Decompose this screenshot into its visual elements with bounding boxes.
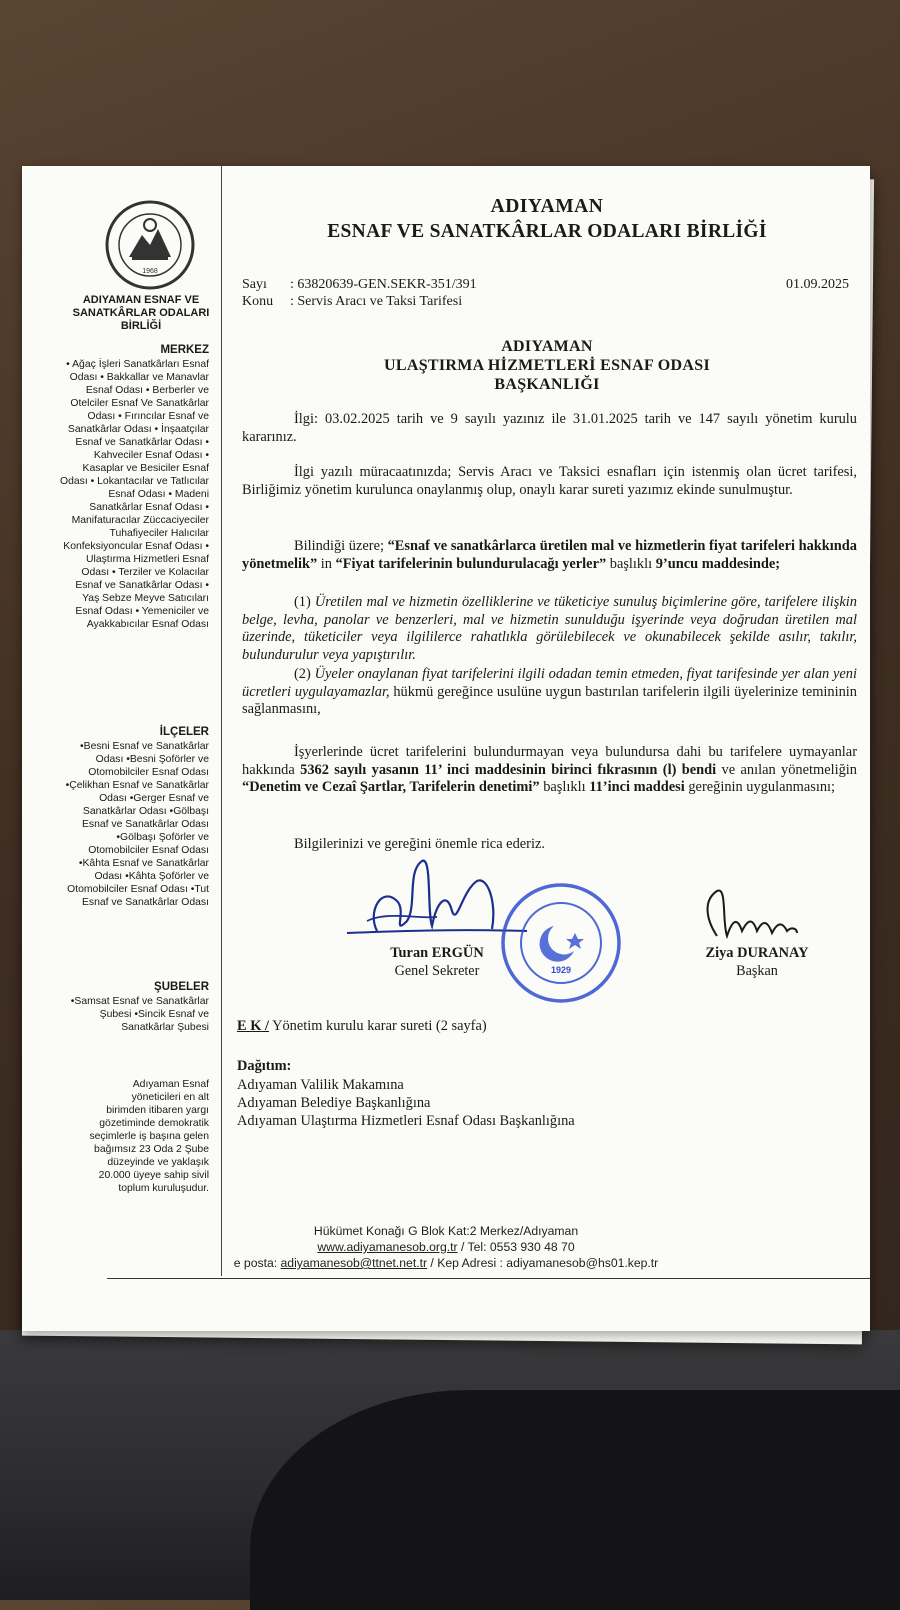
p5-a: İşyerlerinde ücret tarifelerini bulundurmayan veya bulundursa dahi bu tarifelere uymayanlar hakkında xyxy=(242,744,857,778)
p4-a: (2) xyxy=(294,666,315,682)
paragraph-3 xyxy=(242,594,857,664)
p4-c: hükmü gereğince usulüne uygun bastırılan tarifelerin ilgili üyelerinize temininin sağlanmasını, xyxy=(242,683,857,718)
about-text: Adıyaman Esnaf yöneticileri en alt birimden itibaren yargı gözetiminde demokratik seçimlerle iş başına gelen bağımsız 23 Oda 2 Şube düzeyinde ve yaklaşık 20.000 üyeye sahip sivil toplum kuruluşudur. xyxy=(89,1079,209,1194)
footer-web-link[interactable]: www.adiyamanesob.org.tr xyxy=(317,1240,458,1254)
p3-a: (1) xyxy=(294,594,315,610)
paragraph-2 xyxy=(242,538,857,573)
footer-tel: / Tel: 0553 930 48 70 xyxy=(457,1240,575,1254)
sayi-value: : 63820639-GEN.SEKR-351/391 xyxy=(290,277,477,292)
official-stamp-icon xyxy=(499,881,623,1005)
distribution-item: Adıyaman Valilik Makamına xyxy=(237,1077,404,1093)
paragraph-5 xyxy=(242,744,857,797)
p2-b: “Esnaf ve sanatkârlarca üretilen mal ve hizmetlerin fiyat tarifeleri hakkında yönetmelik” xyxy=(242,538,857,572)
header-city: ADIYAMAN xyxy=(490,196,604,217)
attachment-line xyxy=(237,1018,852,1036)
ilceler-title: İLÇELER xyxy=(159,726,209,738)
addressee-line-3: BAŞKANLIĞI xyxy=(494,376,600,393)
merkez-list: • Ağaç İşleri Sanatkârları Esnaf Odası • Bakkallar ve Manavlar Esnaf Odası • Berberler ve Otelciler Esnaf Ve Sanatkârlar Odası • Fırıncılar Esnaf ve Sanatkârlar Odası • İnşaatçılar Esnaf ve Sanatkârlar Odası • Kahveciler Esnaf Odası • Kasaplar ve Besiciler Esnaf Odası • Lokantacılar ve Tatlıcılar Esnaf Odası • Madeni Sanatkârlar Esnaf Odası • Manifaturacılar Züccaciyeciler Tuhafiyeciler Halıcılar Konfeksiyoncular Esnaf Odası • Ulaştırma Hizmetleri Esnaf Odası • Terziler ve Kolacılar Esnaf ve Sanatkârlar Odası • Yaş Sebze Meyve Satıcıları Esnaf Odası • Yemeniciler ve Ayakkabıcılar Esnaf Odası xyxy=(60,359,209,631)
signature-right-icon xyxy=(697,881,807,951)
p5-e: başlıklı xyxy=(539,779,590,796)
konu-label: Konu xyxy=(242,294,274,309)
addressee-line-2: ULAŞTIRMA HİZMETLERİ ESNAF ODASI xyxy=(384,357,710,374)
header-org: ESNAF VE SANATKÂRLAR ODALARI BİRLİĞİ xyxy=(327,221,767,242)
addressee-line-1: ADIYAMAN xyxy=(501,338,593,355)
sidebar xyxy=(22,166,222,1276)
sidebar-org-name: ADIYAMAN ESNAF VE SANATKÂRLAR ODALARI BİRLİĞİ xyxy=(72,294,210,332)
footer-kep: / Kep Adresi : adiyamanesob@hs01.kep.tr xyxy=(427,1256,659,1270)
subeler-list: •Samsat Esnaf ve Sanatkârlar Şubesi •Sincik Esnaf ve Sanatkârlar Şubesi xyxy=(70,996,209,1034)
p5-b: 5362 sayılı yasanın 11’ inci maddesinin birinci fıkrasının (l) bendi xyxy=(300,761,717,778)
sidebar-ilceler xyxy=(59,726,209,909)
sidebar-merkez xyxy=(59,344,209,631)
footer-contact xyxy=(22,1240,870,1255)
distribution-item: Adıyaman Ulaştırma Hizmetleri Esnaf Odası Başkanlığına xyxy=(237,1113,575,1129)
ilceler-list: •Besni Esnaf ve Sanatkârlar Odası •Besni Şoförler ve Otomobilciler Esnaf Odası •Çelikhan Esnaf ve Sanatkârlar Odası •Gerger Esnaf ve Sanatkârlar Odası •Gölbaşı Esnaf ve Sanatkârlar Odası •Gölbaşı Şoförler ve Otomobilciler Esnaf Odası •Kâhta Esnaf ve Sanatkârlar Odası •Kâhta Şoförler ve Otomobilciler Esnaf Odası •Tut Esnaf ve Sanatkârlar Odası xyxy=(65,741,209,909)
footer-email-link[interactable]: adiyamanesob@ttnet.net.tr xyxy=(280,1256,428,1270)
p2-e: başlıklı xyxy=(606,555,656,572)
sayi-label: Sayı xyxy=(242,277,267,292)
left-signer-name: Turan ERGÜN xyxy=(390,945,484,961)
right-signer-name: Ziya DURANAY xyxy=(705,945,809,961)
stamp-year: 1929 xyxy=(550,965,572,975)
right-signer-title: Başkan xyxy=(736,963,778,979)
ilgi-paragraph: İlgi: 03.02.2025 tarih ve 9 sayılı yazınız ile 31.01.2025 tarih ve 147 sayılı yönetim kurulu kararınız. xyxy=(242,411,857,445)
p3-b: Üretilen mal ve hizmetin özelliklerine ve tüketiciye sunuluş biçimlerine göre, tarifelere ilişkin belge, levha, panolar ve benzerleri, mal ve hizmetin sunulduğu işyerinde veya doğrudan üretilen mal üzerinde, tüketiciler veya ilgililerce rahatlıkla görülebilecek ve okunabilecek şekilde asılır, takılır, bulundurulur veya yapıştırılır. xyxy=(242,594,857,663)
attachment-text: Yönetim kurulu karar sureti (2 sayfa) xyxy=(269,1018,487,1034)
hand-shadow xyxy=(250,1390,900,1610)
p5-g: gereğinin uygulanmasını; xyxy=(684,779,836,796)
sidebar-subeler xyxy=(59,981,209,1034)
p5-c: ve anılan yönetmeliğin xyxy=(716,761,857,778)
distribution-title: Dağıtım: xyxy=(237,1058,292,1074)
left-signer-title: Genel Sekreter xyxy=(394,963,480,979)
letter-date: 01.09.2025 xyxy=(786,277,849,292)
konu-line xyxy=(242,294,462,310)
konu-value: : Servis Aracı ve Taksi Tarifesi xyxy=(290,294,463,309)
p2-a: Bilindiği üzere; xyxy=(294,538,388,554)
letter-document xyxy=(22,166,870,1331)
p5-f: 11’inci maddesi xyxy=(589,779,685,796)
sayi-line xyxy=(242,277,477,293)
merkez-title: MERKEZ xyxy=(160,344,209,356)
union-logo-icon xyxy=(104,199,196,291)
paragraph-1: İlgi yazılı müracaatınızda; Servis Aracı ve Taksici esnafları için istenmiş olan ücret tarifesi, Birliğimiz yönetim kurulunca onaylanmış olup, onaylı karar sureti yazımız ekinde sunulmuştur. xyxy=(242,464,857,498)
closing-line: Bilgilerinizi ve gereğini önemle rica ederiz. xyxy=(294,836,545,852)
p5-d: “Denetim ve Cezaî Şartlar, Tarifelerin denetimi” xyxy=(242,779,540,796)
p2-f: 9’uncu maddesinde; xyxy=(655,555,781,572)
footer-email-line xyxy=(22,1256,870,1271)
logo-year: 1968 xyxy=(142,268,158,275)
paragraph-4 xyxy=(242,666,857,719)
p2-d: “Fiyat tarifelerinin bulundurulacağı yerler” xyxy=(335,555,607,572)
subeler-title: ŞUBELER xyxy=(154,981,209,993)
sidebar-about xyxy=(89,1078,209,1195)
footer-divider xyxy=(107,1278,870,1279)
footer-email-label: e posta: xyxy=(233,1256,281,1270)
footer-address: Hükümet Konağı G Blok Kat:2 Merkez/Adıyaman xyxy=(313,1224,579,1238)
p2-c: in xyxy=(317,555,336,572)
attachment-label: E K / xyxy=(237,1018,269,1034)
distribution-item: Adıyaman Belediye Başkanlığına xyxy=(237,1095,431,1111)
p4-b: Üyeler onaylanan fiyat tarifelerini ilgili odadan temin etmeden, fiyat tarifesinde yer alan yeni ücretleri uygulayamazlar, xyxy=(242,666,857,700)
